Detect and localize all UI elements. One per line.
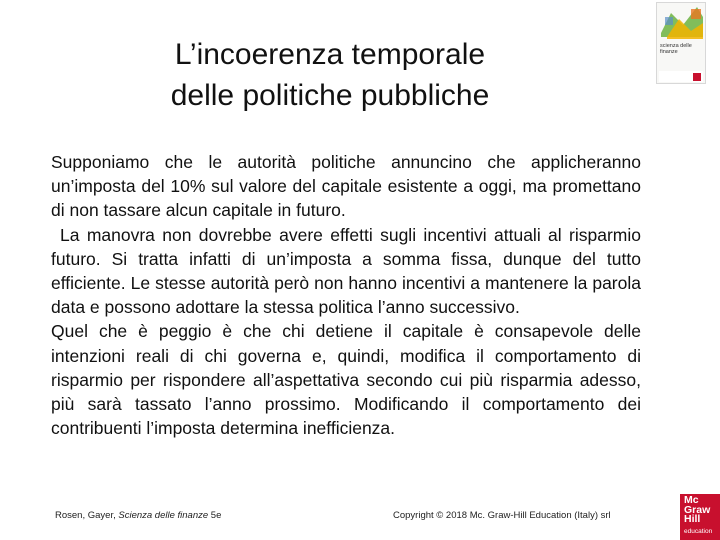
logo-line-2: Graw [684,503,711,516]
logo-line-3: Hill [684,513,701,525]
book-cover-thumbnail [656,2,706,84]
logo-line-1: Mc [684,494,699,506]
citation-book-title: Scienza delle finanze [118,510,209,521]
mcgraw-hill-logo [680,494,720,540]
footer-citation [55,510,221,521]
slide-title-line-1: L’incoerenza temporale [174,38,486,71]
slide-body [51,150,641,440]
slide-title-line-2: delle politiche pubbliche [170,79,490,112]
citation-authors: Rosen, Gayer, [55,510,119,521]
footer-copyright: Copyright © 2018 Mc. Graw-Hill Education (Italy) srl [393,510,611,521]
citation-edition: 5e [208,510,222,521]
paragraph-2: La manovra non dovrebbe avere effetti sugli incentivi attuali al risparmio futuro. Si tratta infatti di un’imposta a somma fissa, dunque del tutto efficiente. Le stesse autorità però non hanno incentivi a mantenere la parola data e possono adottare la stessa politica l’anno successivo. [51,224,641,318]
paragraph-1: Supponiamo che le autorità politiche annuncino che applicheranno un’imposta del 10% sul valore del capitale esistente a oggi, ma promettano di non tassare alcun capitale in futuro. [51,152,641,221]
paragraph-3: Quel che è peggio è che chi detiene il capitale è consapevole delle intenzioni reali di chi governa e, quindi, modifica il comportamento di risparmio per rispondere all’aspettativa secondo cui più risparmia adesso, più sarà tassato l’anno prossimo. Modificando il comportamento dei contribuenti l’imposta determina inefficienza. [51,321,641,439]
book-cover-title: scienza delle finanze [660,43,692,55]
logo-education: education [684,527,713,535]
slide-title [100,34,560,116]
